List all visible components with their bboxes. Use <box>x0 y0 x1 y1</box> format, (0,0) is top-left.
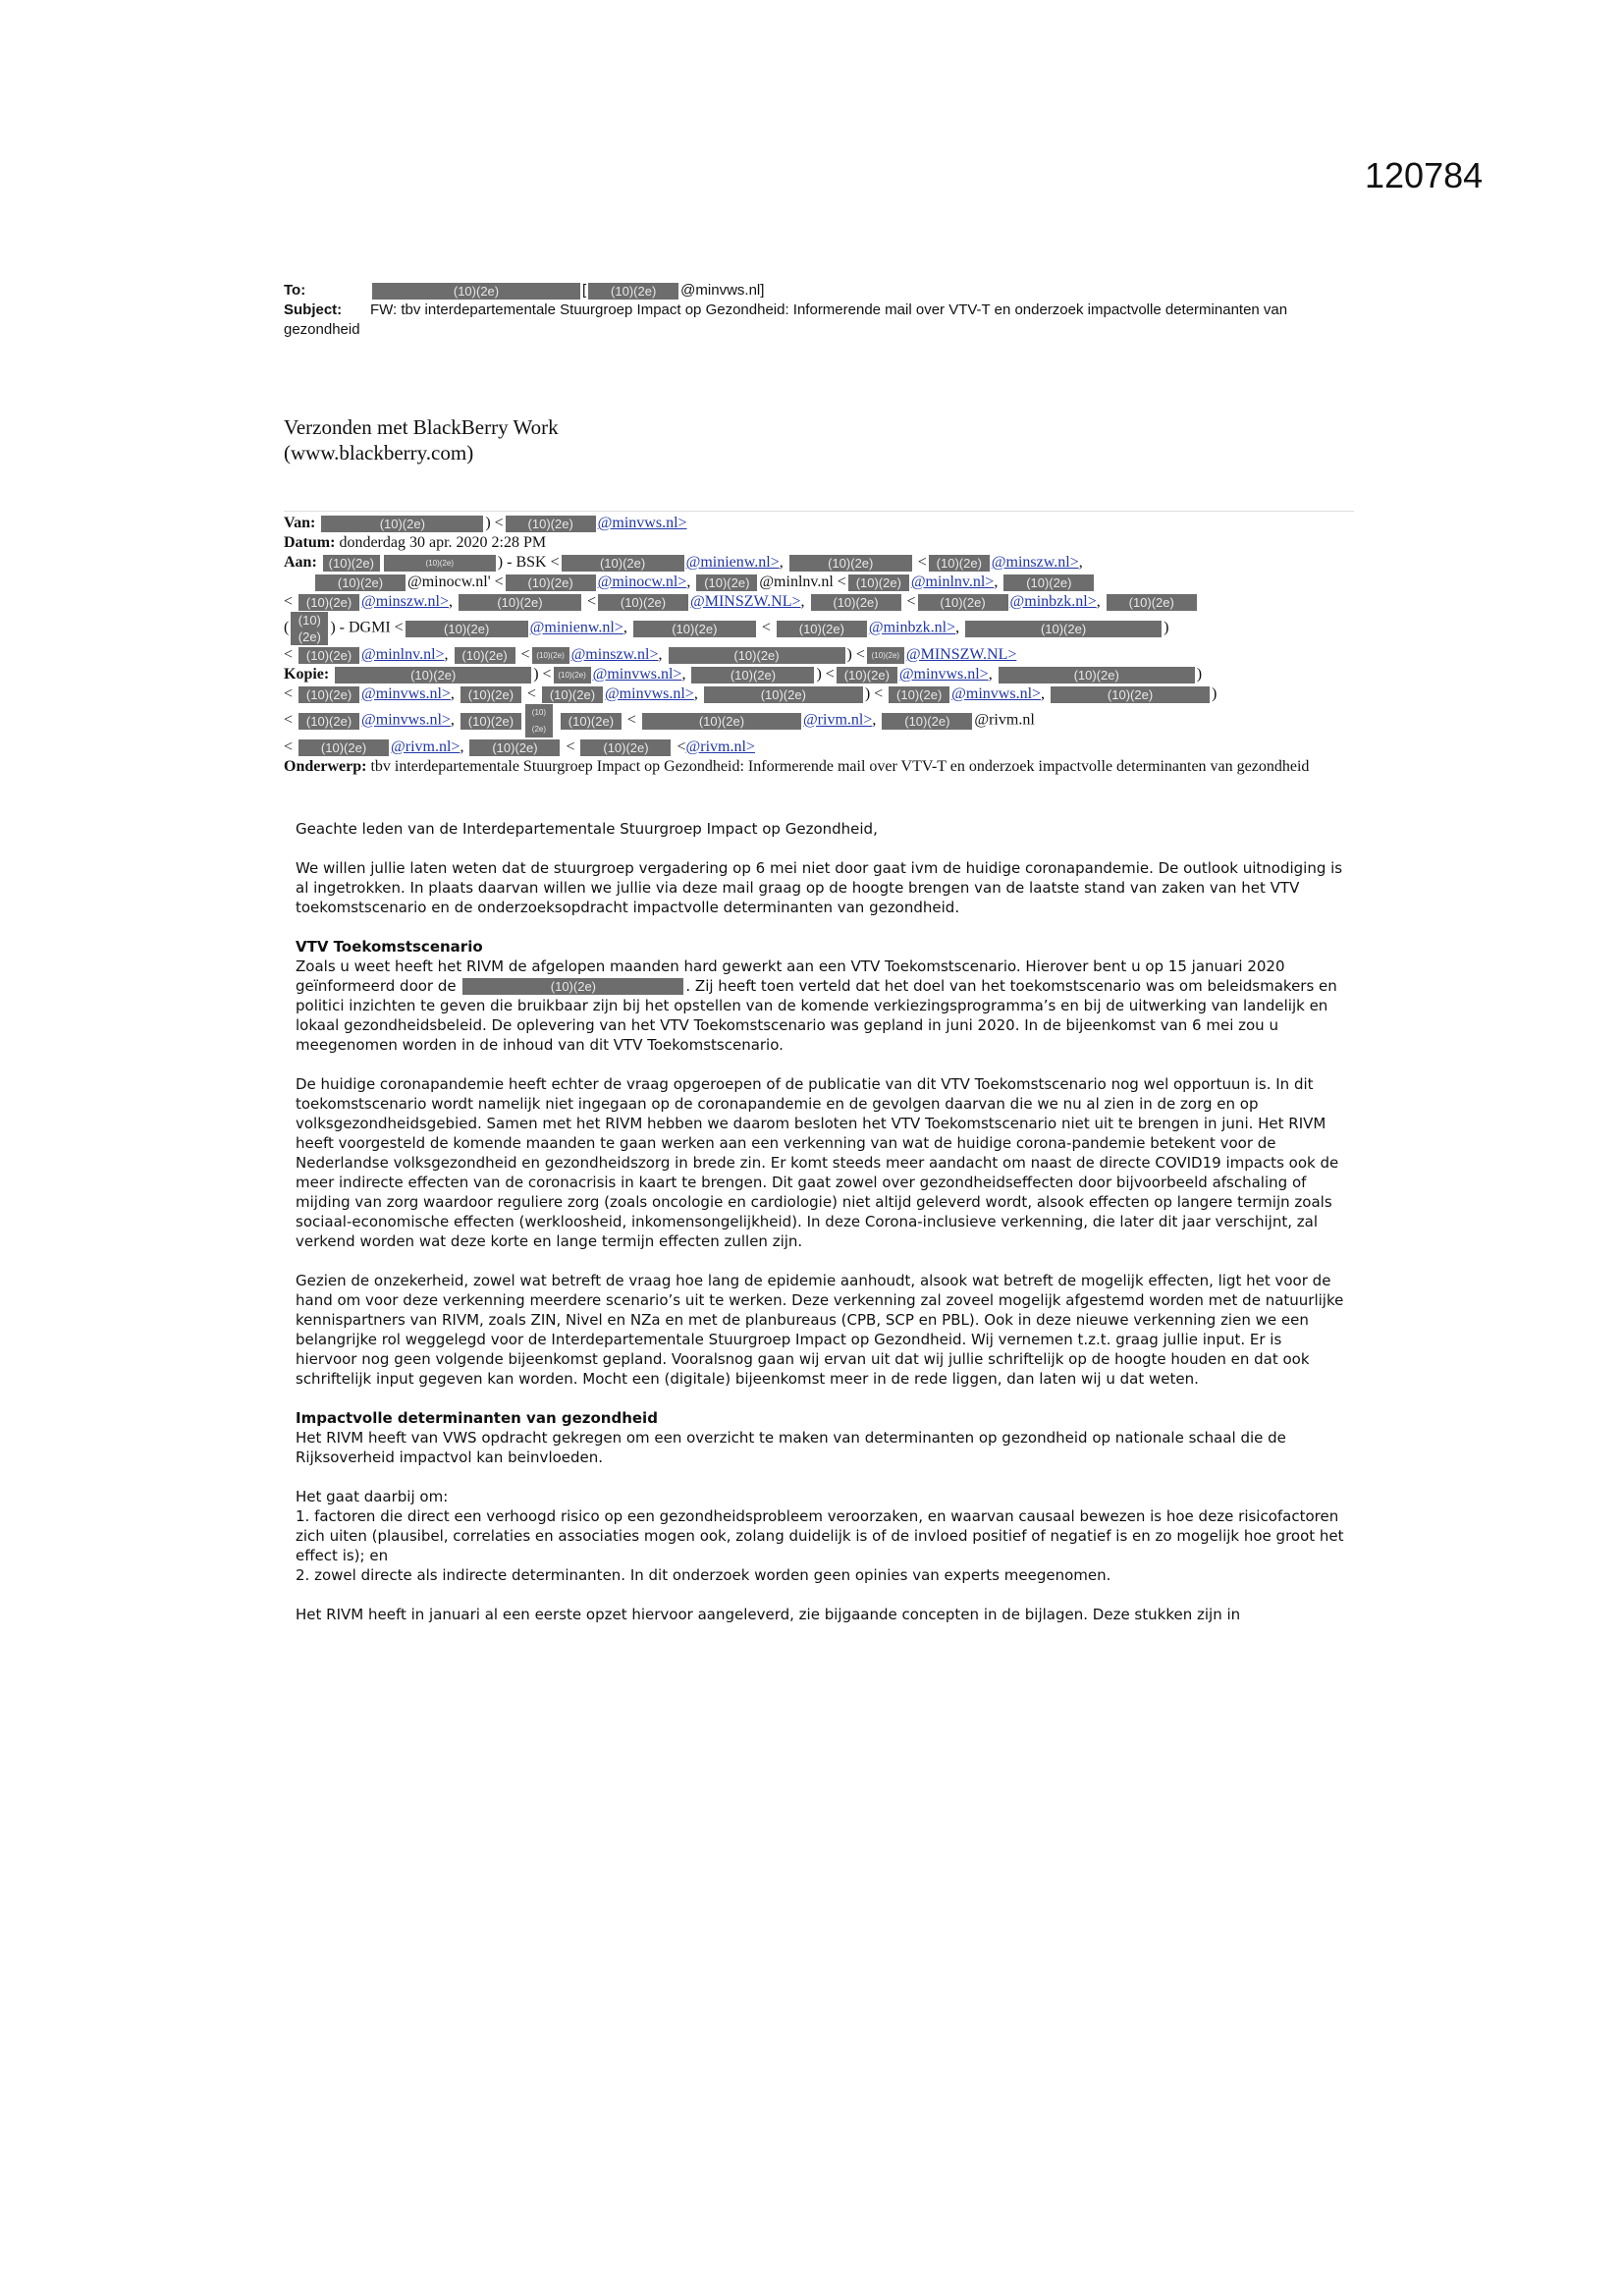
paragraph: Gezien de onzekerheid, zowel wat betreft de vraag hoe lang de epidemie aanhoudt, alsook wat betreft de mogelijk effecten, ligt het voor de hand om voor deze verkenning meerdere scenario’s uit te werken. Deze verkenning zal zoveel mogelijk afgestemd worden met de natuurlijke kennispartners van RIVM, zoals ZIN, Nivel en NZa en met de planbureaus (CPB, SCP en PBL). Ook in deze nieuwe verkenning zien we een belangrijke rol weggelegd voor de Interdepartementale Stuurgroep Impact op Gezondheid. Wij vernemen t.z.t. graag jullie input. Er is hiervoor nog geen volgende bijeenkomst gepland. Vooralsnog gaan wij ervan uit dat wij jullie schriftelijk op de hoogte houden en dat ook schriftelijk input gegeven kan worden. Mocht een (digitale) bijeenkomst meer in de rede liggen, dan laten wij u dat weten. <box>296 1272 1344 1388</box>
forwarded-meta <box>284 514 1354 777</box>
redaction-block: (10)(2e) <box>459 594 581 611</box>
onderwerp-row <box>284 757 1354 777</box>
email-link[interactable]: @minienw.nl> <box>685 554 780 571</box>
paragraph: Het RIVM heeft in januari al een eerste opzet hiervoor aangeleverd, zie bijgaande concepten in de bijlagen. Deze stukken zijn in <box>296 1606 1241 1623</box>
email-link[interactable]: @minienw.nl> <box>529 619 623 636</box>
paragraph: De huidige coronapandemie heeft echter de vraag opgeroepen of de publicatie van dit VTV Toekomstscenario nog wel opportuun is. In dit toekomstscenario wordt namelijk niet ingegaan op de coronapandemie en de gevolgen daarvan die we nu al zien in de zorg en op volksgezondheidsgebied. Samen met het RIVM hebben we daarom besloten het VTV Toekomstscenario niet uit te brengen in juni. Het RIVM heeft voorgesteld de komende maanden te gaan werken aan een verkenning van wat de huidige corona-pandemie betekent voor de Nederlandse volksgezondheid en gezondheidszorg in brede zin. Er komt steeds meer aandacht om naast de directe COVID19 impacts ook de meer indirecte effecten van de coronacrisis in kaart te brengen. Dit gaat zowel over gezondheidseffecten door bijvoorbeeld afschaling of mijding van zorg waardoor reguliere zorg (zoals oncologie en cardiologie) niet altijd geleverd wordt, alsook effecten op langere termijn zoals sociaal-economische effecten (werkloosheid, inkomensongelijkheid). In deze Corona-inclusieve verkenning, die later dit jaar verschijnt, zal verkend worden wat deze korte en lange termijn effecten zullen zijn. <box>296 1075 1339 1250</box>
redaction-block: (10)(2e) <box>696 574 757 591</box>
redaction-block: (10)(2e) <box>580 739 671 756</box>
list-item: 2. zowel directe als indirecte determinanten. In dit onderzoek worden geen opinies van experts meegenomen. <box>296 1566 1111 1584</box>
section-heading: Impactvolle determinanten van gezondheid <box>296 1409 658 1427</box>
redaction-block: (10)(2e) <box>918 594 1008 611</box>
redaction-block: (10)(2e) <box>315 574 406 591</box>
paragraph <box>296 957 1344 1055</box>
email-link[interactable]: @minvws.nl> <box>592 666 682 683</box>
list-item: 1. factoren die direct een verhoogd risico op een gezondheidsprobleem veroorzaken, en waarvan causaal bewezen is hoe deze risicofactoren zich uiten (plausibel, correlaties en associaties mogen ook, zolang duidelijk is of de invloed positief of negatief is en zo mogelijk hoe groot het effect is); en <box>296 1507 1344 1564</box>
to-value: (10)(2e) [ (10)(2e) @minvws.nl] <box>370 281 764 301</box>
redaction-block: (10)(2e) <box>562 555 684 572</box>
email-link[interactable]: @minbzk.nl> <box>1009 593 1097 610</box>
section-heading: VTV Toekomstscenario <box>296 938 483 956</box>
email-link[interactable]: @rivm.nl> <box>802 711 873 729</box>
redaction-block: (10)(2e) <box>460 713 521 730</box>
redaction-block: (10)(2e) <box>542 686 603 703</box>
email-link[interactable]: @minszw.nl> <box>361 593 449 610</box>
email-link[interactable]: @minvws.nl> <box>361 711 451 729</box>
datum-row <box>284 533 1354 553</box>
email-link[interactable]: @rivm.nl> <box>685 738 755 755</box>
redaction-block: (10)(2e) <box>1003 574 1094 591</box>
kopie-row: < (10)(2e) @rivm.nl>, (10)(2e) < (10)(2e) <@rivm.nl> <box>284 738 755 755</box>
redaction-block: (10)(2e) <box>525 704 553 738</box>
subject-text: FW: tbv interdepartementale Stuurgroep Impact op Gezondheid: Informerende mail over VTV-T en onderzoek impactvolle determinanten van gezondheid <box>284 301 1288 338</box>
onderwerp-label: Onderwerp: <box>284 758 367 775</box>
paragraph: We willen jullie laten weten dat de stuurgroep vergadering op 6 mei niet door gaat ivm de huidige coronapandemie. De outlook uitnodiging is al ingetrokken. In plaats daarvan willen we jullie via deze mail graag op de hoogte brengen van de laatste stand van zaken van het VTV toekomstscenario en de onderzoeksopdracht impactvolle determinanten van gezondheid. <box>296 859 1343 916</box>
kopie-row: < (10)(2e) @minvws.nl>, (10)(2e) < (10)(2e) @minvws.nl>, (10)(2e) ) < (10)(2e) @minvws.nl>, (10)(2e) ) <box>284 685 1218 702</box>
aan-row: Aan: (10)(2e) (10)(2e) ) - BSK < (10)(2e) @minienw.nl>, (10)(2e) < (10)(2e) @minszw.nl>, <box>284 554 1083 571</box>
kopie-row: Kopie: (10)(2e) ) < (10)(2e) @minvws.nl>, (10)(2e) ) < (10)(2e) @minvws.nl>, (10)(2e) ) <box>284 666 1203 683</box>
redaction-block: (10)(2e) <box>1051 686 1210 703</box>
aan-text: @minocw.nl' < <box>407 574 504 590</box>
paragraph-text: . Zij heeft toen verteld dat het doel van het toekomstscenario was om beleidsmakers en politici inzichten te geven die bruikbaar zijn bij het opstellen van de komende verkiezingsprogramma’s en bij de uitwerking van landelijk en lokaal gezondheidsbeleid. De oplevering van het VTV Toekomstscenario was gepland in juni 2020. In de bijeenkomst van 6 mei zou u meegenomen worden in de inhoud van dit VTV Toekomstscenario. <box>296 977 1337 1054</box>
paragraph-text: Zoals u weet heeft het RIVM de afgelopen maanden hard gewerkt aan een VTV Toekomstscenario. Hierover bent u op 15 januari 2020 geïnformeerd door de <box>296 957 1285 995</box>
aan-row: < (10)(2e) @minszw.nl>, (10)(2e) < (10)(2e) @MINSZW.NL>, (10)(2e) < (10)(2e) @minbzk.nl>, (10)(2e) <box>284 592 1354 612</box>
aan-text: @minlnv.nl < <box>759 574 846 590</box>
van-label: Van: <box>284 515 316 531</box>
redaction-block: (10)(2e) <box>777 621 867 637</box>
redaction-block: (10)(2e) <box>882 713 972 730</box>
redaction-block: (10)(2e) <box>965 621 1162 637</box>
email-body <box>296 819 1344 1644</box>
email-link[interactable]: @minvws.nl> <box>898 666 989 683</box>
redaction-block: (10)(2e) <box>929 555 990 572</box>
kopie-text: @rivm.nl <box>974 711 1035 729</box>
email-link[interactable]: @MINSZW.NL> <box>905 646 1017 663</box>
redaction-block: (10)(2e) <box>506 574 596 591</box>
aan-text: ) - BSK < <box>497 554 560 571</box>
redaction-block: (10)(2e) <box>867 647 904 664</box>
sent-with-blackberry <box>284 414 1354 465</box>
redaction-block: (10)(2e) <box>406 621 528 637</box>
aan-row: ( (10)(2e)) - DGMI < (10)(2e) @minienw.nl>, (10)(2e) < (10)(2e) @minbzk.nl>, (10)(2e) ) <box>284 613 1169 644</box>
to-label: To: <box>284 282 306 299</box>
redaction-block: (10)(2e) <box>642 713 801 730</box>
redaction-block: (10)(2e) <box>811 594 901 611</box>
kopie-label: Kopie: <box>284 666 330 683</box>
kopie-row: < (10)(2e) @minvws.nl>, (10)(2e)(10)(2e) (10)(2e) < (10)(2e) @rivm.nl>, (10)(2e) @rivm.nl <box>284 704 1354 738</box>
redaction-block: (10)(2e) <box>669 647 845 664</box>
redaction-block: (10)(2e) <box>384 555 496 572</box>
redaction-block: (10)(2e) <box>1107 594 1197 611</box>
redaction-block: (10)(2e) <box>469 739 560 756</box>
email-link[interactable]: @minvws.nl> <box>951 685 1042 702</box>
to-row <box>284 281 1354 301</box>
redaction-block: (10)(2e) <box>532 647 569 664</box>
aan-row: < (10)(2e) @minlnv.nl>, (10)(2e) < (10)(2e) @minszw.nl>, (10)(2e) ) < (10)(2e) @MINSZW.NL> <box>284 646 1017 663</box>
email-link[interactable]: @minvws.nl> <box>597 515 687 531</box>
list-intro: Het gaat daarbij om: <box>296 1488 449 1505</box>
redaction-block: (10)(2e) <box>298 647 359 664</box>
email-link[interactable]: @rivm.nl> <box>391 738 460 755</box>
redaction-block: (10)(2e) <box>633 621 756 637</box>
redaction-block: (10)(2e) <box>298 594 359 611</box>
aan-label: Aan: <box>284 554 317 571</box>
redaction-block: (10)(2e) <box>554 667 591 683</box>
van-row: Van: (10)(2e) ) < (10)(2e) @minvws.nl> <box>284 515 687 531</box>
redaction-block: (10)(2e) <box>323 555 380 572</box>
aan-row: (10)(2e) @minocw.nl' < (10)(2e) @minocw.nl>, (10)(2e) @minlnv.nl < (10)(2e) @minlnv.nl>, (10)(2e) <box>284 573 1354 592</box>
redaction-block: (10)(2e) <box>999 667 1195 683</box>
redaction-block: (10)(2e) <box>598 594 688 611</box>
email-link[interactable]: @minszw.nl> <box>991 554 1079 571</box>
redaction-block: (10)(2e) <box>848 574 909 591</box>
datum-label: Datum: <box>284 534 336 551</box>
redaction-block: (10)(2e) <box>837 667 897 683</box>
blackberry-url: (www.blackberry.com) <box>284 441 474 465</box>
redaction-block: (10)(2e) <box>506 516 596 532</box>
document-number: 120784 <box>1365 155 1484 195</box>
redaction-block: (10)(2e) <box>460 686 521 703</box>
paragraph: Het RIVM heeft van VWS opdracht gekregen om een overzicht te maken van determinanten op gezondheid op nationale schaal die de Rijksoverheid impactvol kan beinvloeden. <box>296 1429 1286 1466</box>
redaction-block: (10)(2e) <box>298 686 359 703</box>
email-link[interactable]: @minocw.nl> <box>597 574 687 590</box>
redaction-block: (10)(2e) <box>889 686 949 703</box>
redaction-block: (10)(2e) <box>298 713 359 730</box>
redaction-block: (10)(2e) <box>691 667 814 683</box>
redaction-block: (10)(2e) <box>462 978 683 995</box>
aan-text: ) - DGMI < <box>330 619 404 636</box>
email-link[interactable]: @minbzk.nl> <box>868 619 956 636</box>
email-header <box>284 281 1354 340</box>
redaction-block: (10)(2e) <box>321 516 483 532</box>
redaction-block: (10)(2e) <box>704 686 863 703</box>
datum-value: donderdag 30 apr. 2020 2:28 PM <box>339 534 547 551</box>
email-link[interactable]: @minlnv.nl> <box>361 646 445 663</box>
email-link[interactable]: @minlnv.nl> <box>910 574 995 590</box>
onderwerp-value: tbv interdepartementale Stuurgroep Impact op Gezondheid: Informerende mail over VTV-T en onderzoek impactvolle determinanten van gezondheid <box>370 758 1310 775</box>
redaction-block: (10)(2e) <box>335 667 531 683</box>
to-domain: @minvws.nl] <box>680 282 765 299</box>
redaction-block: (10)(2e) <box>298 739 389 756</box>
redaction-block: (10)(2e) <box>455 647 515 664</box>
email-link[interactable]: @minvws.nl> <box>604 685 694 702</box>
redaction-block: (10)(2e) <box>291 612 328 645</box>
greeting: Geachte leden van de Interdepartementale Stuurgroep Impact op Gezondheid, <box>296 820 878 838</box>
subject-label: Subject: <box>284 301 343 318</box>
redaction-block: (10)(2e) <box>372 283 580 300</box>
redaction-block: (10)(2e) <box>588 283 678 300</box>
sent-with-line: Verzonden met BlackBerry Work <box>284 415 559 439</box>
redaction-block: (10)(2e) <box>789 555 912 572</box>
redaction-block: (10)(2e) <box>561 713 622 730</box>
email-link[interactable]: @minszw.nl> <box>570 646 659 663</box>
email-link[interactable]: @MINSZW.NL> <box>690 593 801 610</box>
email-link[interactable]: @minvws.nl> <box>361 685 451 702</box>
